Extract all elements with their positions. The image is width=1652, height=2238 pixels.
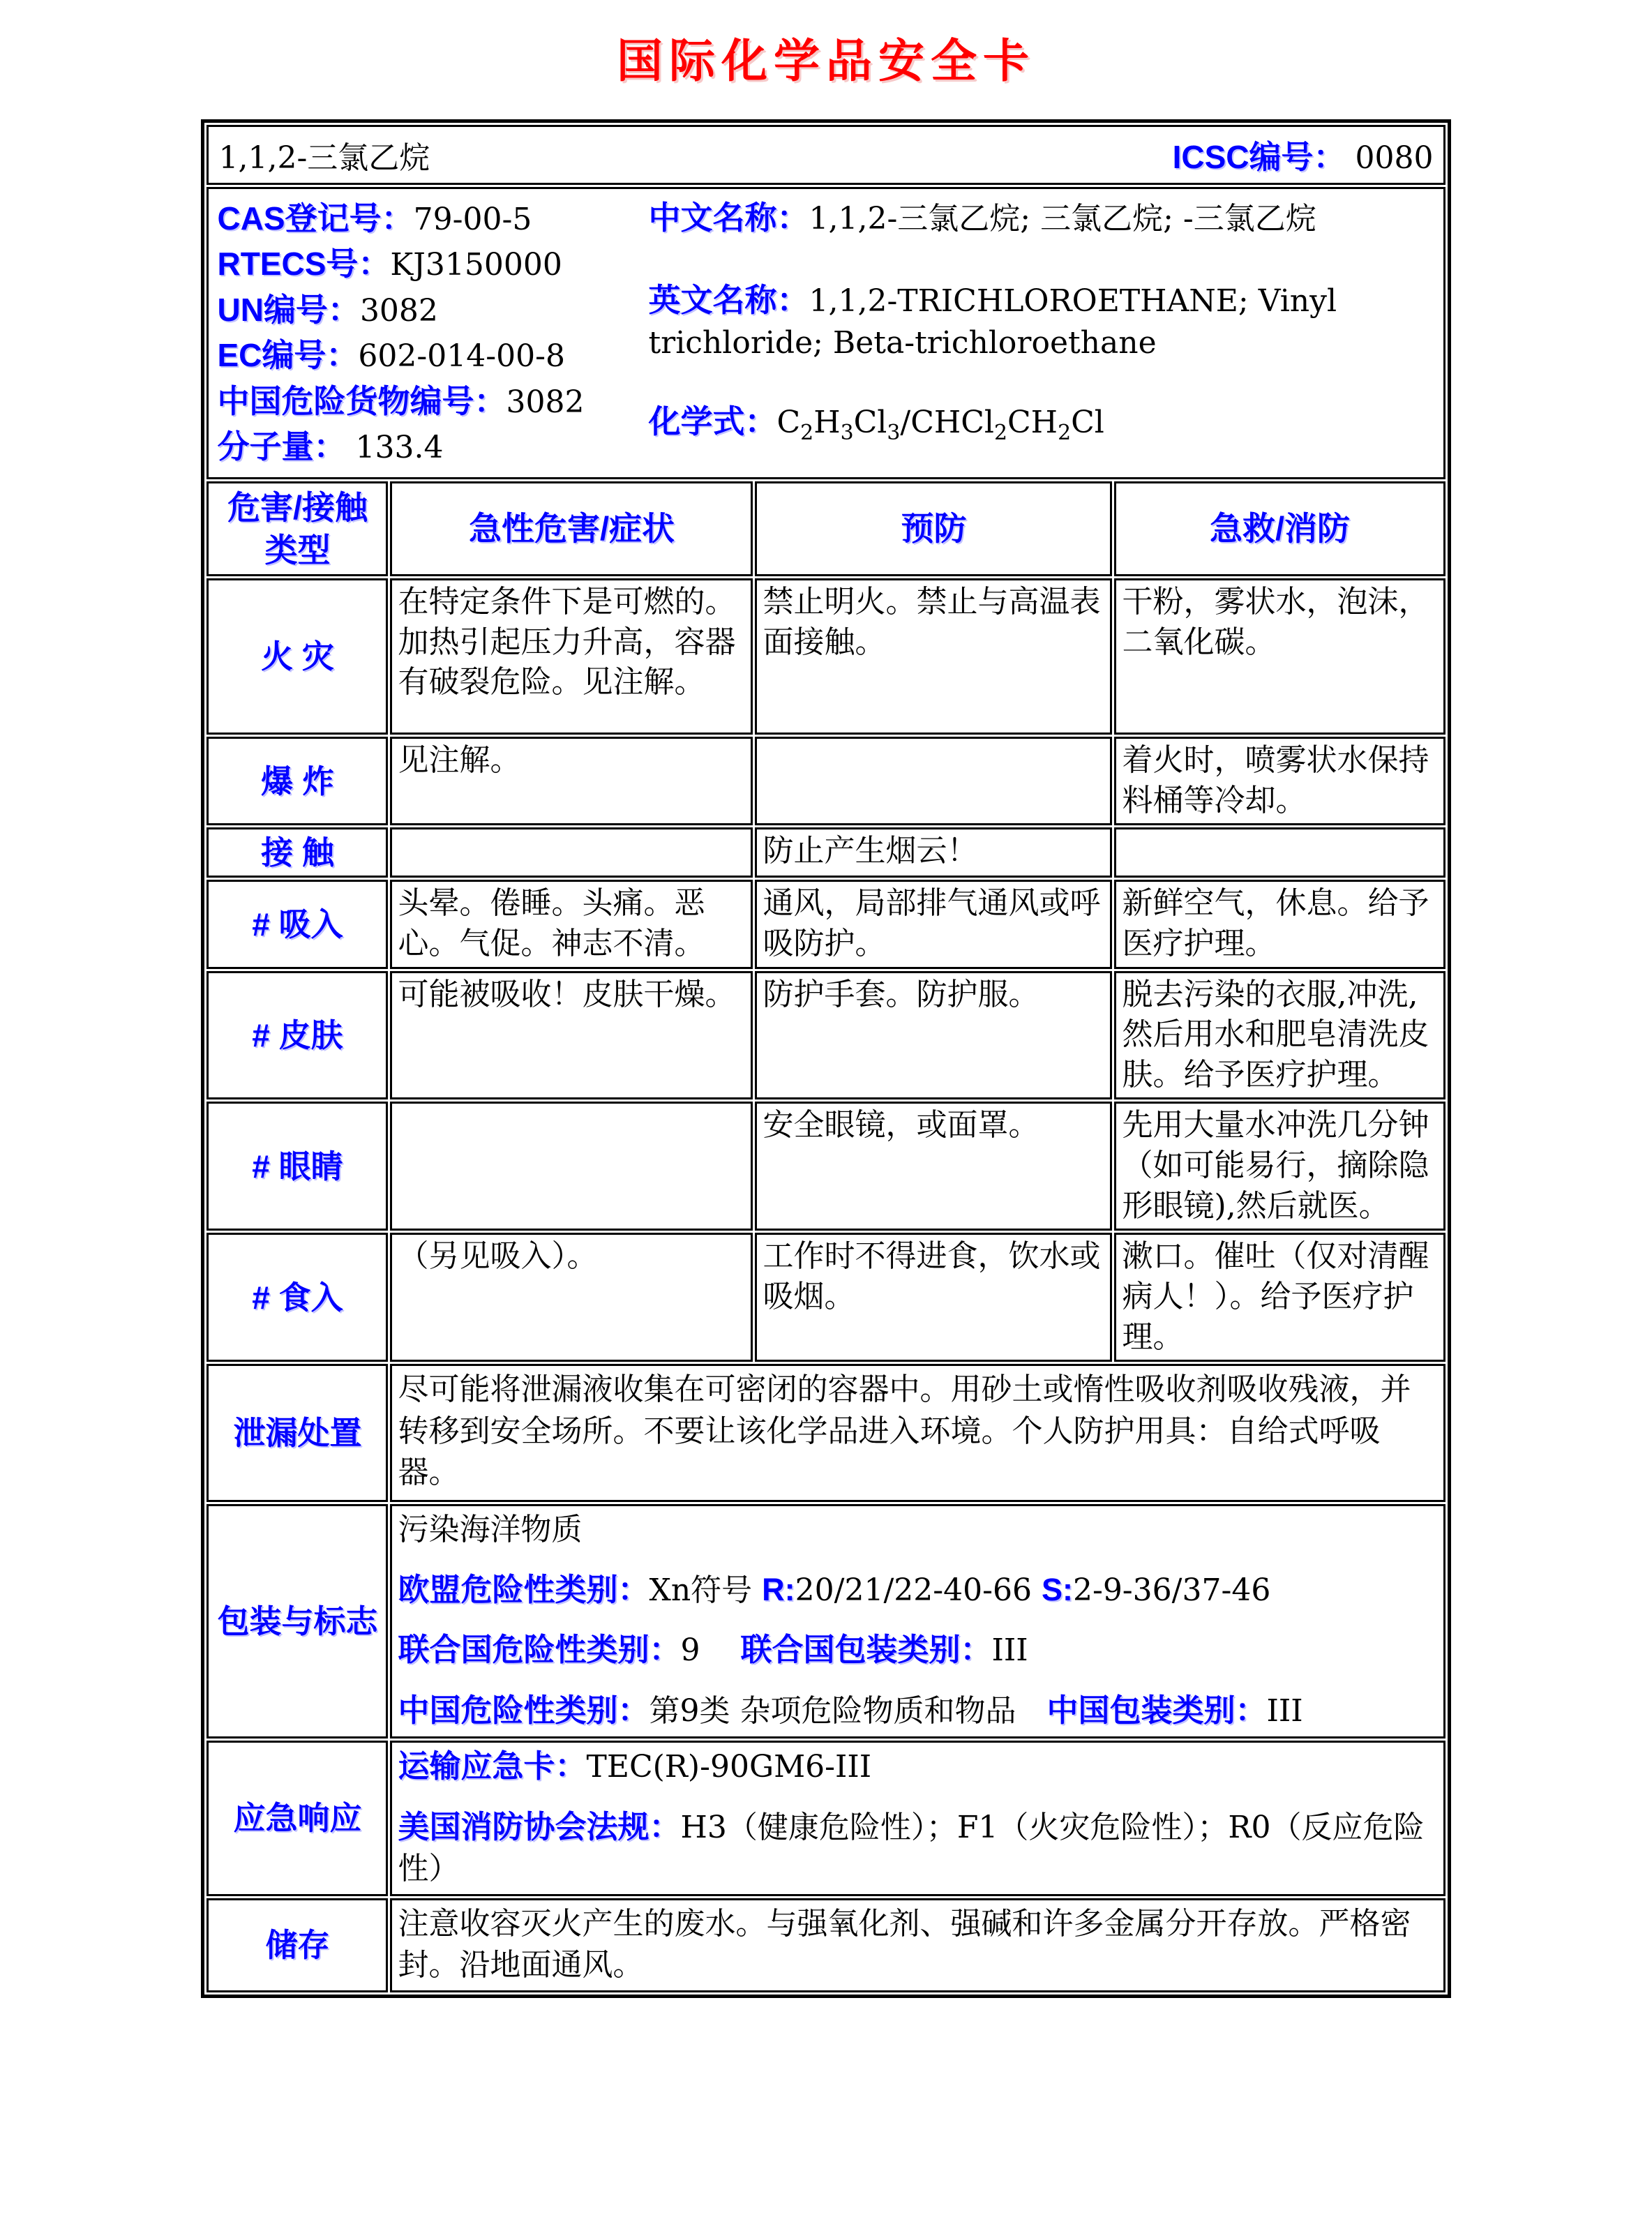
section-rows xyxy=(206,1364,1445,1992)
chemical-formula: $C_2H_3Cl_3/CHCl_2CH_2Cl$ xyxy=(776,405,1104,445)
hazard-header-row xyxy=(206,481,1445,576)
section-field-value: TEC(R)-90GM6-III xyxy=(586,1748,872,1785)
identifier-row xyxy=(217,287,648,333)
hazard-rows xyxy=(206,578,1445,1362)
hazard-prevention-cell: 防护手套。防护服。 xyxy=(755,971,1112,1100)
hazard-row xyxy=(206,1233,1445,1362)
identifiers-row xyxy=(206,187,1445,479)
chemical-name: 1,1,2-三氯乙烷 xyxy=(218,140,430,176)
section-line xyxy=(398,1745,1436,1788)
identifier-label: CAS登记号： xyxy=(217,200,414,236)
section-line xyxy=(398,1629,1436,1672)
page-title: 国际化学品安全卡 xyxy=(617,33,1035,88)
hazard-header-firstaid: 急救/消防 xyxy=(1114,481,1445,576)
hazard-row xyxy=(206,1102,1445,1231)
hazard-type-label: 接 触 xyxy=(206,827,388,878)
hazard-symptoms-cell: （另见吸入）。 xyxy=(390,1233,753,1362)
section-field-value: 2-9-36/37-46 xyxy=(1072,1572,1271,1608)
chinese-name-value: 1,1,2-三氯乙烷; 三氯乙烷; -三氯乙烷 xyxy=(809,201,1316,236)
section-label: 包装与标志 xyxy=(206,1504,388,1738)
section-field-label: 联合国包装类别： xyxy=(740,1632,992,1668)
formula-label: 化学式： xyxy=(648,403,777,440)
identifier-value: KJ3150000 xyxy=(390,247,562,283)
identifier-list xyxy=(217,196,648,470)
section-field-label: R: xyxy=(762,1571,795,1607)
section-row xyxy=(206,1741,1445,1896)
section-row xyxy=(206,1504,1445,1738)
identifier-row xyxy=(217,241,648,287)
section-field-value: 第9类 杂项危险物质和物品 xyxy=(649,1693,1047,1729)
icsc-number-value: 0080 xyxy=(1355,140,1434,176)
identifier-label: UN编号： xyxy=(217,291,360,328)
section-field-value: III xyxy=(991,1632,1028,1669)
icsc-number-label: ICSC编号： xyxy=(1172,139,1346,175)
chemical-name-row xyxy=(206,125,1445,185)
section-label: 储存 xyxy=(206,1898,388,1992)
chemical-name-cell xyxy=(206,125,1445,185)
section-field-label: 美国消防协会法规： xyxy=(398,1808,681,1845)
hazard-row xyxy=(206,737,1445,825)
hazard-symptoms-cell xyxy=(390,827,753,878)
hazard-firstaid-cell xyxy=(1114,827,1445,878)
hazard-row xyxy=(206,971,1445,1100)
section-line xyxy=(398,1903,1436,1986)
section-content xyxy=(390,1898,1445,1992)
hazard-header-prevention: 预防 xyxy=(755,481,1112,576)
section-field-value: 尽可能将泄漏液收集在可密闭的容器中。用砂土或惰性吸收剂吸收残液，并转移到安全场所。不要让该化学品进入环境。个人防护用具：自给式呼吸器。 xyxy=(398,1372,1411,1490)
icsc-number xyxy=(1173,132,1434,178)
section-field-value: 9 xyxy=(680,1632,741,1669)
identifier-value: 3082 xyxy=(506,384,585,420)
hazard-prevention-cell: 工作时不得进食，饮水或吸烟。 xyxy=(755,1233,1112,1362)
identifier-value: 133.4 xyxy=(345,430,444,466)
hazard-firstaid-cell: 着火时，喷雾状水保持料桶等冷却。 xyxy=(1114,737,1445,825)
identifier-value: 602-014-00-8 xyxy=(358,338,565,375)
english-name-value: 1,1,2-TRICHLOROETHANE; Vinyl trichloride; Beta-trichloroethane xyxy=(648,283,1337,361)
section-field-label: 运输应急卡： xyxy=(398,1748,587,1784)
hazard-symptoms-cell: 见注解。 xyxy=(390,737,753,825)
section-field-value: H3（健康危险性）；F1（火灾危险性）；R0（反应危险性） xyxy=(398,1809,1425,1887)
section-field-value: Xn符号 xyxy=(649,1572,763,1608)
section-field-value: 20/21/22-40-66 xyxy=(795,1572,1042,1608)
section-label: 应急响应 xyxy=(206,1741,388,1896)
section-field-label: 中国危险性类别： xyxy=(398,1692,649,1729)
hazard-type-label: # 皮肤 xyxy=(206,971,388,1100)
hazard-header-symptoms: 急性危害/症状 xyxy=(390,481,753,576)
hazard-type-label: # 食入 xyxy=(206,1233,388,1362)
icsc-table xyxy=(201,119,1450,1998)
identifier-label: EC编号： xyxy=(217,337,359,374)
section-field-value: III xyxy=(1266,1693,1303,1729)
hazard-symptoms-cell: 在特定条件下是可燃的。加热引起压力升高，容器有破裂危险。见注解。 xyxy=(390,578,753,735)
hazard-prevention-cell: 安全眼镜，或面罩。 xyxy=(755,1102,1112,1231)
section-line xyxy=(398,1569,1436,1612)
section-field-label: 中国包装类别： xyxy=(1046,1692,1267,1729)
hazard-prevention-cell xyxy=(755,737,1112,825)
section-label: 泄漏处置 xyxy=(206,1364,388,1502)
section-field-label: 联合国危险性类别： xyxy=(398,1632,681,1668)
section-content xyxy=(390,1504,1445,1738)
section-content xyxy=(390,1741,1445,1896)
hazard-firstaid-cell: 干粉，雾状水，泡沫，二氧化碳。 xyxy=(1114,578,1445,735)
identifier-value: 79-00-5 xyxy=(413,202,532,237)
hazard-symptoms-cell xyxy=(390,1102,753,1231)
section-row xyxy=(206,1898,1445,1992)
section-field-label: 欧盟危险性类别： xyxy=(398,1571,649,1607)
identifier-row xyxy=(217,379,648,424)
section-field-value: 注意收容灭火产生的废水。与强氧化剂、强碱和许多金属分开存放。严格密封。沿地面通风。 xyxy=(398,1905,1411,1983)
english-name-label: 英文名称： xyxy=(648,282,809,319)
section-line xyxy=(398,1690,1436,1732)
hazard-prevention-cell: 通风，局部排气通风或呼吸防护。 xyxy=(755,880,1112,968)
hazard-type-label: 火 灾 xyxy=(206,578,388,735)
chinese-name-block xyxy=(648,196,1430,239)
section-line xyxy=(398,1369,1436,1493)
identifier-label: 分子量： xyxy=(217,428,346,465)
hazard-firstaid-cell: 脱去污染的衣服,冲洗,然后用水和肥皂清洗皮肤。给予医疗护理。 xyxy=(1114,971,1445,1100)
hazard-firstaid-cell: 先用大量水冲洗几分钟（如可能易行，摘除隐形眼镜),然后就医。 xyxy=(1114,1102,1445,1231)
names-panel xyxy=(648,196,1434,470)
top-rows xyxy=(206,125,1445,576)
hazard-type-label: # 吸入 xyxy=(206,880,388,968)
hazard-firstaid-cell: 新鲜空气，休息。给予医疗护理。 xyxy=(1114,880,1445,968)
identifier-label: 中国危险货物编号： xyxy=(217,382,506,419)
hazard-symptoms-cell: 头晕。倦睡。头痛。恶心。气促。神志不清。 xyxy=(390,880,753,968)
section-field-value: 污染海洋物质 xyxy=(398,1512,583,1548)
hazard-firstaid-cell: 漱口。催吐（仅对清醒病人！）。给予医疗护理。 xyxy=(1114,1233,1445,1362)
hazard-row xyxy=(206,827,1445,878)
english-name-block xyxy=(648,278,1430,363)
identifier-row xyxy=(217,196,648,241)
identifier-row xyxy=(217,424,648,470)
formula-block xyxy=(648,400,1430,447)
hazard-type-label: # 眼睛 xyxy=(206,1102,388,1231)
identifier-row xyxy=(217,333,648,378)
hazard-row xyxy=(206,578,1445,735)
hazard-type-label: 爆 炸 xyxy=(206,737,388,825)
identifier-label: RTECS号： xyxy=(217,246,391,283)
section-field-label: S: xyxy=(1041,1571,1073,1607)
section-content xyxy=(390,1364,1445,1502)
section-line xyxy=(398,1806,1436,1890)
hazard-row xyxy=(206,880,1445,968)
section-line xyxy=(398,1509,1436,1550)
hazard-symptoms-cell: 可能被吸收！皮肤干燥。 xyxy=(390,971,753,1100)
identifier-value: 3082 xyxy=(359,292,438,329)
section-row xyxy=(206,1364,1445,1502)
identifiers-cell xyxy=(206,187,1445,479)
hazard-header-type: 危害/接触 类型 xyxy=(206,481,388,576)
hazard-prevention-cell: 禁止明火。禁止与高温表面接触。 xyxy=(755,578,1112,735)
chinese-name-label: 中文名称： xyxy=(648,200,809,236)
hazard-prevention-cell: 防止产生烟云！ xyxy=(755,827,1112,878)
